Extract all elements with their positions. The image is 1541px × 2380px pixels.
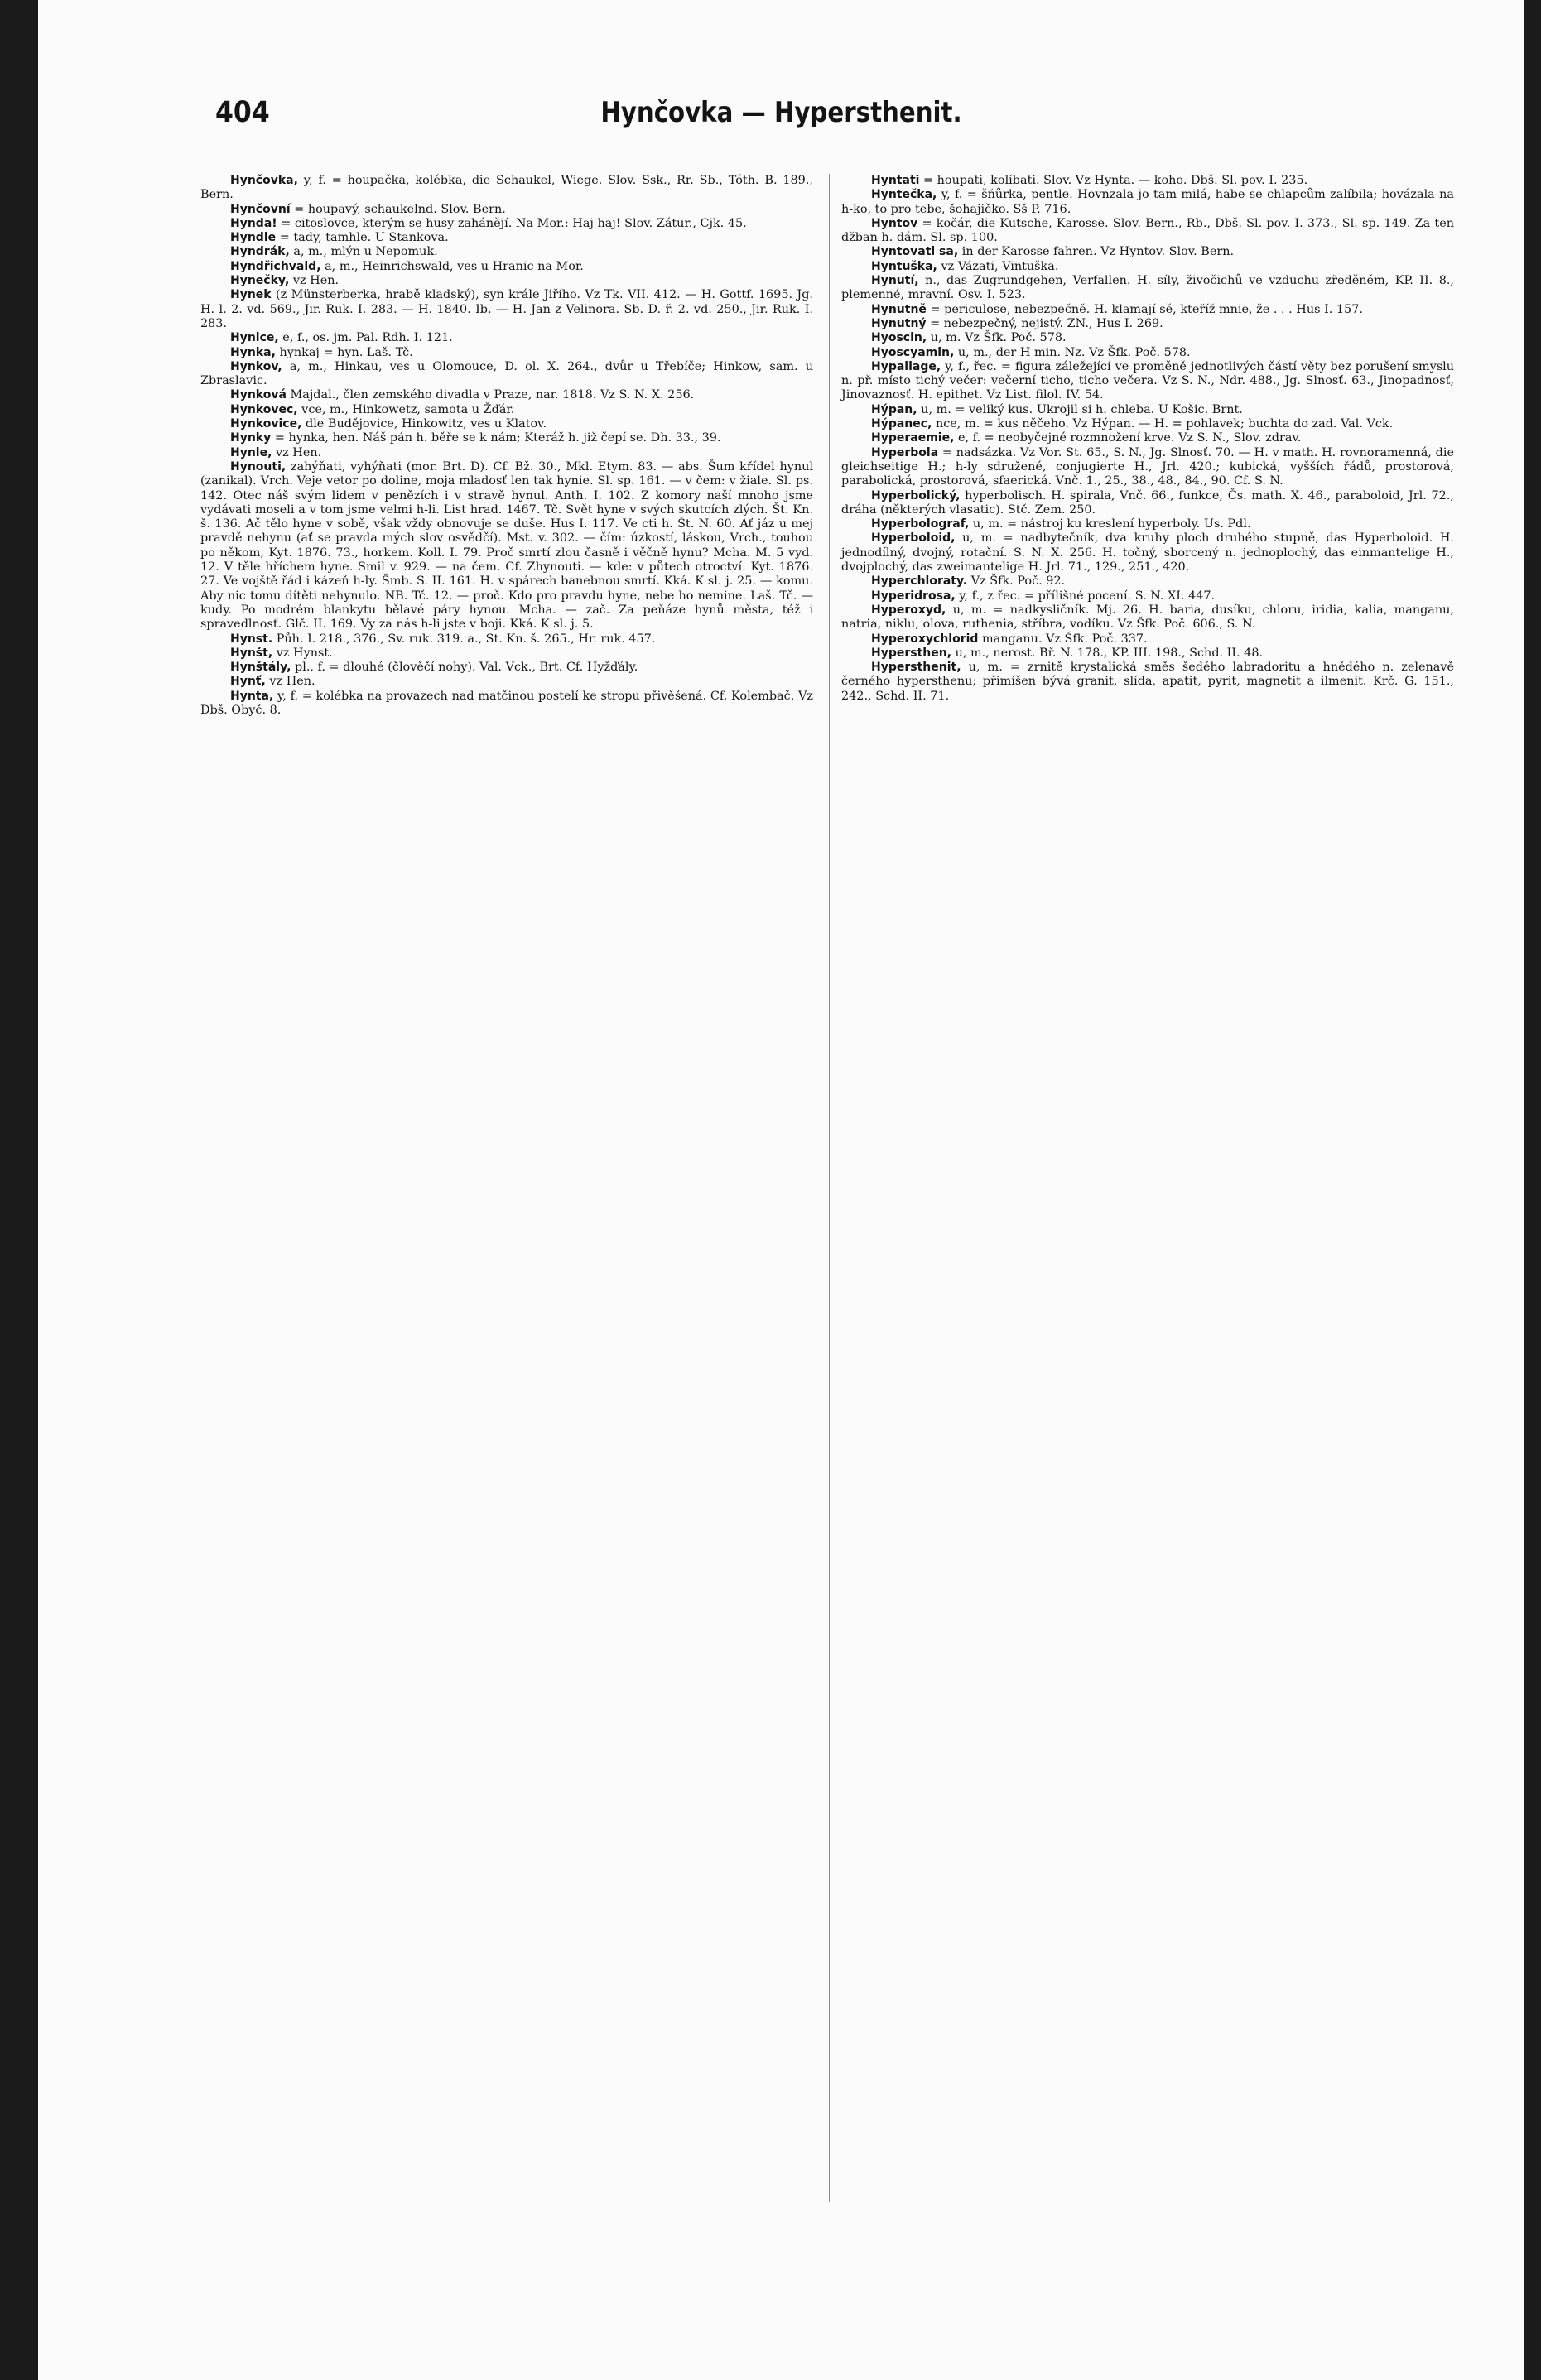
entry-definition: = kočár, die Kutsche, Karosse. Slov. Bern., Rb., Dbš. Sl. pov. I. 373., Sl. sp. 149. Za ten džban h. dám. Sl. sp. 100. xyxy=(841,216,1454,245)
dictionary-entry xyxy=(200,288,813,331)
entry-headword: Hynkov, xyxy=(230,359,282,373)
entry-headword: Hynda! xyxy=(230,216,277,230)
entry-definition: hynkaj = hyn. Laš. Tč. xyxy=(275,345,413,359)
entry-definition: Majdal., člen zemského divadla v Praze, nar. 1818. Vz S. N. X. 256. xyxy=(286,388,695,402)
dictionary-entry xyxy=(841,446,1454,489)
entry-definition: u, m., nerost. Bř. N. 178., KP. III. 198., Schd. II. 48. xyxy=(951,646,1264,660)
entry-headword: Hypallage, xyxy=(871,359,941,373)
entry-headword: Hyperaemie, xyxy=(871,431,955,445)
entry-headword: Hyperbolický, xyxy=(871,488,961,502)
entry-definition: a, m., mlýn u Nepomuk. xyxy=(289,245,438,259)
dictionary-entry xyxy=(200,661,813,675)
dictionary-entry xyxy=(841,188,1454,217)
dictionary-entry xyxy=(200,417,813,431)
entry-definition: = nebezpečný, nejistý. ZN., Hus I. 269. xyxy=(926,316,1163,330)
dictionary-entry xyxy=(841,489,1454,518)
page-header xyxy=(38,93,1524,142)
dictionary-entry xyxy=(200,217,813,231)
dictionary-entry xyxy=(841,632,1454,647)
entry-headword: Hyntati xyxy=(871,174,920,187)
entry-headword: Hynek xyxy=(230,288,272,302)
dictionary-entry xyxy=(841,531,1454,575)
entry-definition: in der Karosse fahren. Vz Hyntov. Slov. Bern. xyxy=(958,245,1235,259)
entry-headword: Hynková xyxy=(230,388,287,402)
entry-definition: pl., f. = dlouhé (člověčí nohy). Val. Vck., Brt. Cf. Hyžďály. xyxy=(291,661,638,675)
entry-headword: Hyoscin, xyxy=(871,331,927,345)
dictionary-entry xyxy=(841,431,1454,445)
entry-headword: Hynka, xyxy=(230,345,276,359)
entry-headword: Hyndrák, xyxy=(230,245,290,259)
entry-definition: y, f., z řec. = přílišné pocení. S. N. XI. 447. xyxy=(955,589,1216,603)
dictionary-entry xyxy=(841,589,1454,603)
entry-definition: u, m. = nástroj ku kreslení hyperboly. Us. Pdl. xyxy=(969,517,1251,531)
entry-headword: Hynta, xyxy=(230,689,274,703)
dictionary-entry xyxy=(200,360,813,389)
running-head: Hynčovka — Hypersthenit. xyxy=(600,96,962,129)
entry-headword: Hyperbolograf, xyxy=(871,517,970,531)
entry-definition: a, m., Heinrichswald, ves u Hranic na Mor. xyxy=(320,259,584,273)
entry-definition: e, f., os. jm. Pal. Rdh. I. 121. xyxy=(278,331,453,345)
column-divider xyxy=(829,174,830,2202)
dictionary-entry xyxy=(200,174,813,203)
entry-headword: Hynšt, xyxy=(230,646,273,660)
entry-definition: manganu. Vz Šfk. Poč. 337. xyxy=(978,632,1148,646)
dictionary-entry xyxy=(841,245,1454,259)
entry-headword: Hynčovka, xyxy=(230,174,298,187)
dictionary-entry xyxy=(200,388,813,402)
entry-definition: y, f. = šňůrka, pentle. Hovnzala jo tam milá, habe se chlapcům zalíbila; hovázala na h-ko, to pro tebe, šohajičko. Sš P. 716. xyxy=(841,188,1454,216)
entry-headword: Hyndřichvald, xyxy=(230,259,321,273)
dictionary-entry xyxy=(200,460,813,632)
dictionary-entry xyxy=(200,632,813,647)
entry-definition: = citoslovce, kterým se husy zahánějí. Na Mor.: Haj haj! Slov. Zátur., Cjk. 45. xyxy=(277,216,747,230)
entry-headword: Hyntuška, xyxy=(871,259,937,273)
dictionary-entry xyxy=(200,203,813,217)
dictionary-entry xyxy=(200,260,813,274)
dictionary-entry xyxy=(200,274,813,288)
dictionary-entry xyxy=(841,274,1454,303)
entry-headword: Hyntovati sa, xyxy=(871,245,959,259)
left-column xyxy=(200,174,813,2326)
entry-definition: = tady, tamhle. U Stankova. xyxy=(276,231,449,245)
entry-definition: y, f. = kolébka na provazech nad matčinou postelí ke stropu přivěšená. Cf. Kolembač. Vz Dbš. Obyč. 8. xyxy=(200,689,813,717)
dictionary-entry xyxy=(841,417,1454,431)
dictionary-entry xyxy=(200,245,813,259)
entry-headword: Hyperoxyd, xyxy=(871,603,946,617)
entry-definition: vz Hynst. xyxy=(272,646,333,660)
entry-definition: hyperbolisch. H. spirala, Vnč. 66., funkce, Čs. math. X. 46., paraboloid, Jrl. 72., dráha (některých vlasatic). Stč. Zem. 250. xyxy=(841,488,1454,517)
entry-definition: vz Hen. xyxy=(265,675,315,689)
entry-definition: u, m. = veliký kus. Ukrojil si h. chleba. U Košic. Brnt. xyxy=(917,402,1243,416)
dictionary-entry xyxy=(841,603,1454,632)
dictionary-page xyxy=(38,0,1524,2380)
entry-headword: Hyperboloid, xyxy=(871,531,956,546)
dictionary-entry xyxy=(841,360,1454,403)
dictionary-entry xyxy=(200,675,813,689)
entry-headword: Hynutí, xyxy=(871,274,919,288)
entry-headword: Hynť, xyxy=(230,675,266,689)
entry-headword: Hyntečka, xyxy=(871,188,937,202)
entry-headword: Hýpanec, xyxy=(871,417,932,431)
entry-definition: = hynka, hen. Náš pán h. běře se k nám; Kteráž h. již čepí se. Dh. 33., 39. xyxy=(271,431,721,445)
entry-definition: y, f. = houpačka, kolébka, die Schaukel, Wiege. Slov. Ssk., Rr. Sb., Tóth. B. 189., Bern. xyxy=(200,174,813,202)
dictionary-entry xyxy=(200,403,813,417)
entry-definition: e, f. = neobyčejné rozmnožení krve. Vz S. N., Slov. zdrav. xyxy=(954,431,1302,445)
entry-headword: Hypersthen, xyxy=(871,646,952,660)
entry-headword: Hynice, xyxy=(230,331,279,345)
entry-definition: (z Münsterberka, hrabě kladský), syn krále Jiřího. Vz Tk. VII. 412. — H. Gottf. 1695. Jg. H. l. 2. vd. 569., Jir. Ruk. I. 283. — H. 1840. Ib. — H. Jan z Velinora. Sb. D. ř. 2. vd. 250., Jir. Ruk. I. 283. xyxy=(200,288,813,330)
page-number: 404 xyxy=(215,96,270,129)
dictionary-entry xyxy=(841,317,1454,331)
dictionary-entry xyxy=(841,403,1454,417)
entry-headword: Hynky xyxy=(230,431,272,445)
entry-headword: Hynouti, xyxy=(230,459,287,474)
entry-headword: Hyperoxychlorid xyxy=(871,632,979,646)
entry-headword: Hynutně xyxy=(871,302,927,316)
right-column xyxy=(841,174,1454,2326)
entry-headword: Hyperidrosa, xyxy=(871,589,956,603)
dictionary-entry xyxy=(841,303,1454,317)
entry-headword: Hynkovice, xyxy=(230,417,302,431)
entry-headword: Hýpan, xyxy=(871,402,917,416)
entry-definition: zahýňati, vyhýňati (mor. Brt. D). Cf. Bž. 30., Mkl. Etym. 83. — abs. Šum křídel hynul (zanikal). Vrch. Veje vetor po doline, moja mladosť len tak hynie. Sl. sp. 161. — v čem: v žiale. Sl. ps. 142. Otec náš svým lidem v penězích i v stravě hynul. Anth. I. 102. Z komory naší mnoho jsme vydávati moseli a v tom jsme velmi h-li. List hrad. 1467. Tč. Svět hyne v svých skutcích zlých. Št. Kn. š. 136. Ač tělo hyne v sobě, však vždy obnovuje se duše. Hus I. 117. Ve cti h. Št. N. 60. Ať jáz u mej pravdě nehynu (ať se pravda mých slov osvědčí). Mst. v. 302. — čím: úzkostí, láskou, Vrch., touhou po někom, Kyt. 1876. 73., horkem. Koll. I. 79. Proč smrtí zlou časně i věčně hynu? Mcha. M. 5 vyd. 12. V těle hříchem hyne. Smil v. 929. — na čem. Cf. Zhynouti. — kde: v půtech otroctví. Kyt. 1876. 27. Ve vojště řád i kázeň h-ly. Šmb. S. II. 161. H. v spárech banebnou smrtí. Kká. K sl. j. 25. — komu. Aby nic tomu dítěti nehynulo. NB. Tč. 12. — proč. Kdo pro pravdu hyne, nebe ho nemine. Laš. Tč. — kudy. Po modrém blankytu bělavé páry hynou. Mcha. — zač. Za peňáze hynů města, též i spravedlnosť. Glč. II. 169. Vy za nás h-li jste v boji. Kká. K sl. j. 5. xyxy=(200,459,813,632)
entry-definition: u, m. = nadbytečník, dva kruhy ploch druhého stupně, das Hyperboloid. H. jednodílný, dvojný, rotační. S. N. X. 256. H. točný, sborcený n. jednoplochý, das einmantelige H., dvojplochý, das zweimantelige H. Jrl. 71., 129., 251., 420. xyxy=(841,531,1454,575)
entry-definition: nce, m. = kus něčeho. Vz Hýpan. — H. = pohlavek; buchta do zad. Val. Vck. xyxy=(932,417,1394,431)
entry-definition: a, m., Hinkau, ves u Olomouce, D. ol. X. 264., dvůr u Třebíče; Hinkow, sam. u Zbraslavic. xyxy=(200,359,813,388)
dictionary-entry xyxy=(841,647,1454,661)
entry-definition: = nadsázka. Vz Vor. St. 65., S. N., Jg. Slnosť. 70. — H. v math. H. rovnoramenná, die gleichseitige H.; h-ly sdružené, conjugierte H., Jrl. 420.; kubická, vyšších řádů, prostorová, parabolická, prostorová, sfaerická. Vnč. 1., 25., 38., 48., 84., 90. Cf. S. N. xyxy=(841,445,1454,488)
entry-headword: Hyperchloraty. xyxy=(871,575,968,589)
entry-definition: u, m. = nadkysličník. Mj. 26. H. baria, dusíku, chloru, iridia, kalia, manganu, natria, niklu, olova, ruthenia, stříbra, vodíku. Vz Šfk. Poč. 606., S. N. xyxy=(841,603,1454,632)
entry-definition: y, f., řec. = figura záležející ve proměně jednotlivých částí věty bez porušení smyslu n. př. místo tichý večer: večerní ticho, ticho večera. Vz S. N., Ndr. 488., Jg. Slnosť. 63., Jinopadnosť, Jinovaznosť. H. epithet. Vz List. filol. IV. 54. xyxy=(841,359,1454,402)
dictionary-entry xyxy=(841,517,1454,531)
dictionary-entry xyxy=(841,217,1454,246)
dictionary-entry xyxy=(841,661,1454,704)
entry-headword: Hyndle xyxy=(230,231,277,245)
entry-definition: n., das Zugrundgehen, Verfallen. H. síly, živočichů ve vzduchu zředěném, KP. II. 8., plemenné, mravní. Osv. I. 523. xyxy=(841,274,1454,302)
dictionary-entry xyxy=(200,331,813,345)
entry-headword: Hynst. xyxy=(230,632,273,646)
entry-definition: vz Hen. xyxy=(289,274,340,288)
entry-definition: Půh. I. 218., 376., Sv. ruk. 319. a., St. Kn. š. 265., Hr. ruk. 457. xyxy=(272,632,656,646)
entry-headword: Hynkovec, xyxy=(230,402,298,416)
dictionary-entry xyxy=(200,446,813,460)
entry-headword: Hypersthenit, xyxy=(871,661,961,675)
dictionary-entry xyxy=(841,331,1454,345)
entry-headword: Hynečky, xyxy=(230,274,290,288)
entry-definition: vz Vázati, Vintuška. xyxy=(937,259,1059,273)
entry-headword: Hynčovní xyxy=(230,202,291,216)
entry-definition: vce, m., Hinkowetz, samota u Žďár. xyxy=(297,402,515,416)
entry-definition: Vz Šfk. Poč. 92. xyxy=(967,575,1066,589)
dictionary-entry xyxy=(200,431,813,445)
entry-definition: u, m., der H min. Nz. Vz Šfk. Poč. 578. xyxy=(954,345,1191,359)
dictionary-entry xyxy=(200,647,813,661)
dictionary-entry xyxy=(200,346,813,360)
dictionary-entry xyxy=(200,690,813,719)
dictionary-entry xyxy=(200,231,813,245)
entry-definition: u, m. Vz Šfk. Poč. 578. xyxy=(927,331,1067,345)
entry-definition: = houpati, kolíbati. Slov. Vz Hynta. — koho. Dbš. Sl. pov. I. 235. xyxy=(919,174,1308,187)
entry-headword: Hynutný xyxy=(871,316,927,330)
dictionary-entry xyxy=(841,575,1454,589)
entry-headword: Hynštály, xyxy=(230,661,291,675)
entry-definition: = houpavý, schaukelnd. Slov. Bern. xyxy=(290,202,506,216)
entry-headword: Hyntov xyxy=(871,216,918,230)
dictionary-entry xyxy=(841,260,1454,274)
entry-headword: Hynle, xyxy=(230,445,272,459)
entry-headword: Hyoscyamin, xyxy=(871,345,955,359)
entry-headword: Hyperbola xyxy=(871,445,939,459)
entry-definition: = periculose, nebezpečně. H. klamají sě, kteříž mnie, že . . . Hus I. 157. xyxy=(926,302,1363,316)
entry-definition: dle Budějovice, Hinkowitz, ves u Klatov. xyxy=(301,417,547,431)
entry-definition: vz Hen. xyxy=(272,445,322,459)
dictionary-entry xyxy=(841,346,1454,360)
dictionary-entry xyxy=(841,174,1454,188)
entry-definition: u, m. = zrnitě krystalická směs šedého labradoritu a hnědého n. zelenavě černého hypersthenu; přimíšen bývá granit, slída, apatit, pyrit, magnetit a ilmenit. Krč. G. 151., 242., Schd. II. 71. xyxy=(841,661,1454,703)
